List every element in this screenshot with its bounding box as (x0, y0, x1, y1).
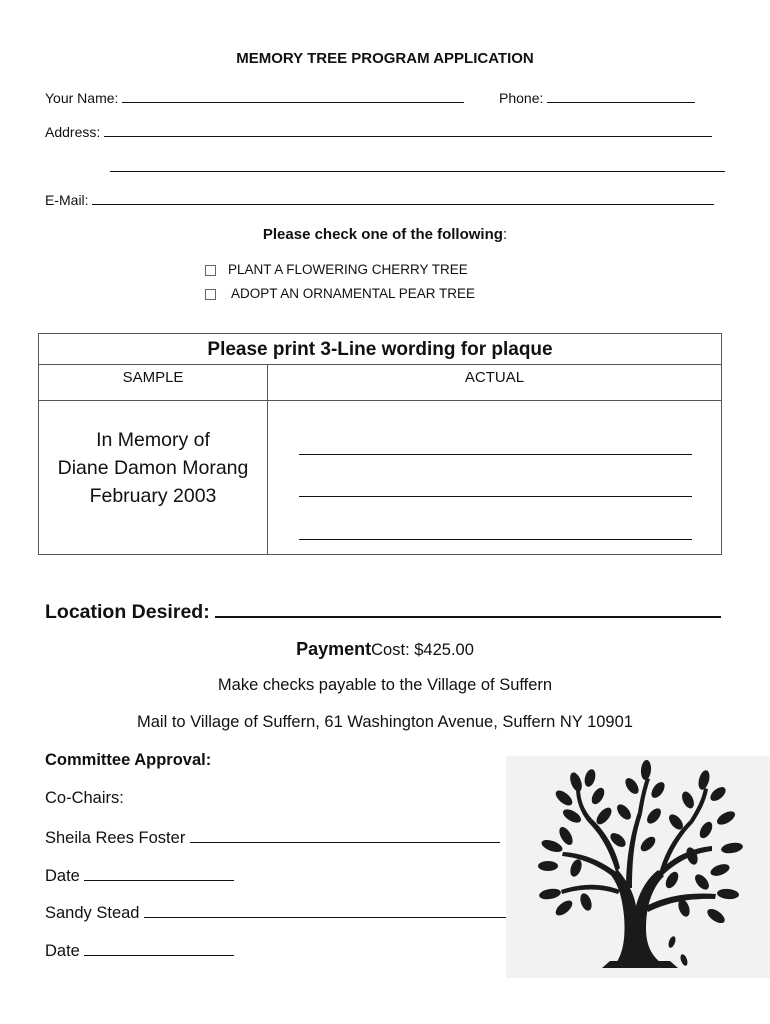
name-label: Your Name: (45, 90, 119, 106)
chair1-signature-field[interactable] (190, 826, 500, 843)
checkbox-cherry[interactable] (205, 265, 216, 276)
plaque-table (38, 333, 722, 555)
name-field[interactable] (122, 88, 464, 103)
tree-icon (506, 756, 770, 978)
actual-header: ACTUAL (268, 364, 721, 401)
sample-line-2: Diane Damon Morang (57, 457, 249, 479)
date1-row (45, 864, 234, 886)
phone-row (499, 88, 695, 106)
payment-label: Payment (296, 639, 372, 659)
email-label: E-Mail: (45, 192, 89, 208)
location-row (45, 596, 721, 624)
payment-row (0, 639, 770, 660)
location-field[interactable] (215, 596, 721, 618)
chair2-row (45, 901, 506, 923)
option-pear[interactable] (205, 286, 475, 301)
page-title: MEMORY TREE PROGRAM APPLICATION (236, 50, 534, 67)
plaque-title: Please print 3-Line wording for plaque (39, 334, 721, 365)
date2-label: Date (45, 942, 80, 960)
phone-label: Phone: (499, 90, 544, 106)
payment-cost: Cost: $425.00 (371, 641, 474, 659)
sample-line-1: In Memory of (96, 429, 210, 451)
sample-text (39, 426, 267, 510)
choice-heading (0, 226, 770, 243)
address-label: Address: (45, 124, 101, 140)
cochairs-label: Co-Chairs: (45, 789, 124, 807)
chair2-name: Sandy Stead (45, 904, 140, 922)
email-field[interactable] (92, 190, 714, 205)
tree-image (506, 756, 770, 978)
actual-line-2[interactable] (299, 496, 692, 497)
chair1-name: Sheila Rees Foster (45, 829, 186, 847)
option-cherry-label: PLANT A FLOWERING CHERRY TREE (228, 262, 468, 277)
phone-field[interactable] (547, 88, 695, 103)
sample-line-3: February 2003 (89, 485, 217, 507)
sample-header: SAMPLE (39, 364, 267, 401)
actual-line-1[interactable] (299, 454, 692, 455)
email-row (45, 190, 714, 208)
choice-heading-colon: : (502, 226, 508, 243)
chair2-signature-field[interactable] (144, 901, 506, 918)
date1-field[interactable] (84, 864, 234, 881)
chair1-row (45, 826, 500, 848)
option-pear-label: ADOPT AN ORNAMENTAL PEAR TREE (231, 286, 476, 301)
checkbox-pear[interactable] (205, 289, 216, 300)
actual-line-3[interactable] (299, 539, 692, 540)
address-field-2[interactable] (110, 171, 725, 172)
approval-heading: Committee Approval: (45, 751, 212, 769)
choice-heading-text: Please check one of the following (262, 226, 503, 243)
table-divider (267, 364, 268, 554)
address-field-1[interactable] (104, 122, 712, 137)
option-cherry[interactable] (205, 262, 468, 277)
mail-address: Mail to Village of Suffern, 61 Washington Avenue, Suffern NY 10901 (137, 713, 633, 731)
checks-payable: Make checks payable to the Village of Suffern (217, 676, 553, 694)
address-row (45, 122, 712, 140)
date2-row (45, 939, 234, 961)
location-label: Location Desired: (45, 601, 210, 623)
date1-label: Date (45, 867, 80, 885)
name-row (45, 88, 464, 106)
date2-field[interactable] (84, 939, 234, 956)
